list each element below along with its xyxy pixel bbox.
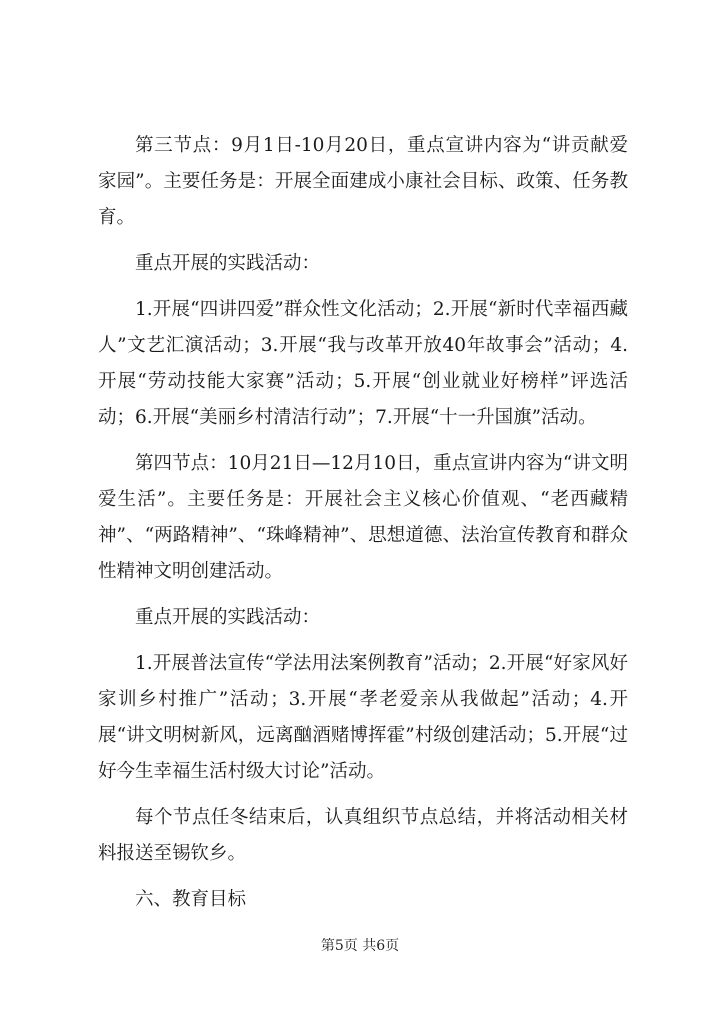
page-number: 第5页 共6页 — [320, 938, 400, 954]
paragraph-activities-list: 1.开展普法宣传“学法用法案例教育”活动；2.开展“好家风好家训乡村推广”活动；3.开展“孝老爱亲从我做起”活动；4.开展“讲文明树新风，远离酗酒赌博挥霍”村级创建活动；5.开展“过好今生幸福生活村级大讨论”活动。 — [98, 653, 628, 782]
paragraph-activities-heading: 重点开展的实践活动： — [135, 253, 321, 274]
paragraph-activities-heading: 重点开展的实践活动： — [135, 607, 321, 628]
section-heading: 六、教育目标 — [135, 889, 247, 910]
paragraph-node-three: 第三节点：9月1日-10月20日，重点宣讲内容为“讲贡献爱家园”。主要任务是：开展全面建成小康社会目标、政策、任务教育。 — [98, 135, 628, 228]
document-body — [98, 128, 628, 928]
paragraph-node-four: 第四节点：10月21日—12月10日，重点宣讲内容为“讲文明爱生活”。主要任务是：开展社会主义核心价值观、“老西藏精神”、“两路精神”、“珠峰精神”、思想道德、法治宣传教育和群众性精神文明创建活动。 — [98, 453, 628, 582]
paragraph-summary: 每个节点任冬结束后，认真组织节点总结，并将活动相关材料报送至锡钦乡。 — [98, 807, 628, 864]
paragraph-activities-list: 1.开展“四讲四爱”群众性文化活动；2.开展“新时代幸福西藏人”文艺汇演活动；3.开展“我与改革开放40年故事会”活动；4.开展“劳动技能大家赛”活动；5.开展“创业就业好榜样”评选活动；6.开展“美丽乡村清洁行动”；7.开展“十一升国旗”活动。 — [98, 299, 628, 428]
